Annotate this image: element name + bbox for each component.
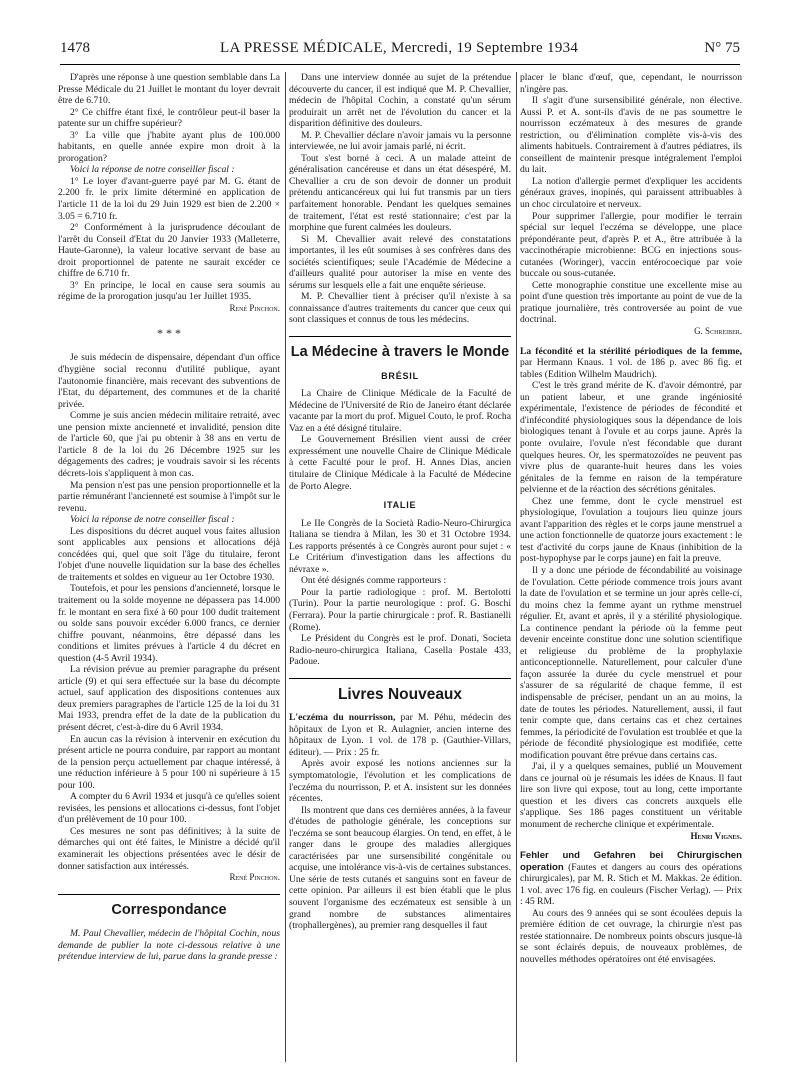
paragraph: Toutefois, et pour les pensions d'ancienneté, lorsque le traitement ou la solde moyenne ne dépassera pas 14.000 fr. le montant en sera fixé à 60 pour 100 dudit traitement ou solde sans pouvoir excéder 6.000 francs, ce dernier chiffre pouvant, néanmoins, être dépassé dans les conditions et limites prévues à l'article 4 du décret en question (4-5 Avril 1934). [58,583,280,664]
paragraph: Cette monographie constitue une excellente mise au point d'une question très importante au point de vue de la pratique journalière, très controversée au point de vue doctrinal. [520,279,742,326]
paragraph: D'après une réponse à une question semblable dans La Presse Médicale du 21 Juillet le montant du loyer devrait être de 6.710. [58,72,280,107]
book-details: (Fautes et dangers au cours des opérations chirurgicales), par M. R. Stich et M. Makkas. 2e édition. 1 vol. avec 176 fig. en couleurs (Fischer Verlag). — Prix : 45 RM. [520,861,742,908]
paragraph: 3° En principe, le local en cause sera soumis au régime de la prorogation jusqu'au 1er Juillet 1935. [58,279,280,303]
paragraph: Dans une interview donnée au sujet de la prétendue découverte du cancer, il est indiqué que M. P. Chevallier, médecin de l'hôpital Cochin, a constaté qu'un sérum produirait un arrêt net de l'évolution du cancer et la disparition définitive des douleurs. [289,72,511,130]
reply-intro: Voici la réponse de notre conseiller fiscal : [70,164,235,176]
paragraph: Il s'agit d'une sursensibilité générale, non élective. Aussi P. et A. sont-ils d'avis de ne pas soumettre le nourrisson eczémateux à des mesures de grande restriction, ou d'élimination complète vis-à-vis des aliments habituels. Contrairement à d'autres pédiatres, ils conseillent de maintenir presque intégralement l'emploi du lait. [520,95,742,176]
column-1 [58,72,280,963]
paragraph: Pour supprimer l'allergie, pour modifier le terrain spécial sur lequel l'eczéma se développe, une place prépondérante peut, d'après P. et A., être attribuée à la vaccinothérapie microbienne: BCG en injections sous-cutanées (Woringer), vaccin entérocoecique par voie buccale ou sous-cutanée. [520,210,742,280]
section-rule [289,336,511,337]
paragraph: Le IIe Congrès de la Società Radio-Neuro-Chirurgica Italiana se tiendra à Milan, les 30 et 31 Octobre 1934. Les rapports présentés à ce Congrès auront pour sujet : « Le Critérium d'investigation dans les affections du névraxe ». [289,517,511,575]
paragraph: M. P. Chevallier déclare n'avoir jamais vu la personne interviewée, ne lui avoir jamais parlé, ni écrit. [289,129,511,153]
paragraph: Il y a donc une période de fécondabilité au voisinage de l'ovulation. Cette période commence trois jours avant la date de l'ovulation et se termine un jour après celle-ci, du moins chez la femme ayant un rythme menstruel régulier. Et, avant et après, il y a stérilité physiologique. La continence pendant la période où la femme peut devenir enceinte constitue donc une solution scientifique et religieuse du problème de la prophylaxie anticonceptionnelle. Naturellement, pour calculer d'une façon assurée la durée du cycle menstruel et pour s'assurer de sa régularité de chaque femme, il est indispensable de préciser, pendant un an au moins, la date de toutes les périodes. Naturellement, aussi, il faut tenir compte que, dans certains cas et chez certaines femmes, la périodicité de l'ovulation est troublée et que la période de fécondité physiologique est modifiée, cette modification pouvant être prévue dans certains cas. [520,564,742,761]
paragraph: Le Gouvernement Brésilien vient aussi de créer expressément une nouvelle Chaire de Clinique Médicale à cette Faculté pour le prof. H. Annes Dias, ancien titulaire de Clinique Médicale à la Faculté de Médecine de Porto Alegre. [289,434,511,492]
signature: Henri Vignes. [690,830,742,841]
page-number: 1478 [60,40,90,56]
issue-number: N° 75 [704,40,740,56]
book-title: La fécondité et la stérilité périodiques de la femme, [520,345,742,357]
journal-title: LA PRESSE MÉDICALE, Mercredi, 19 Septembre 1934 [220,40,579,56]
paragraph: La Chaire de Clinique Médicale de la Faculté de Médecine de l'Université de Rio de Janeiro étant déclarée vacante par la mort du prof. Miguel Couto, le prof. Rocha Vaz en a été désigné titulaire. [289,388,511,434]
page-header [60,40,740,62]
paragraph: Ma pension n'est pas une pension proportionnelle et la partie rémunérant l'ancienneté est soumise à l'impôt sur le revenu. [58,479,280,514]
paragraph: placer le blanc d'œuf, que, cependant, le nourrisson n'ingère pas. [520,72,742,95]
paragraph: La révision prévue au premier paragraphe du présent article (9) et qui sera effectuée sur la base du décompte actuel, sauf application des dispositions contenues aux deux premiers paragraphes de l'article 125 de la loi du 31 Mai 1933, prendra effet de la date de la publication du présent décret, c'est-à-dire du 6 Avril 1934. [58,664,280,733]
paragraph: Les dispositions du décret auquel vous faites allusion sont applicables aux pensions et allocations déjà concédées qui, quel que soit l'âge du titulaire, feront l'objet d'une nouvelle liquidation sur la base des échelles de traitements et soldes en vigueur au 1er Octobre 1930. [58,525,280,583]
paragraph: Si M. Chevallier avait relevé des constatations importantes, il les eût soumises à ses confrères dans des sociétés scientifiques; seule l'Académie de Médecine a d'ailleurs qualité pour autoriser la mise en vente des sérums sur lesquels elle a fait une enquête sérieuse. [289,233,511,291]
book-details: par Hermann Knaus. 1 vol. de 186 p. avec 86 fig. et tables (Edition Wilhelm Maudrich). [520,357,742,380]
signature: René Pinchon. [229,302,280,313]
column-2 [289,72,511,932]
header-rule [60,64,740,65]
paragraph: Ont été désignés comme rapporteurs : [301,575,447,587]
book-entry [289,712,511,758]
book-entry [520,850,742,908]
paragraph: Le Président du Congrès est le prof. Donati, Societa Radio-neuro-chirurgica Italiana, Casella Postale 433, Padoue. [289,633,511,668]
paragraph: J'ai, il y a quelques semaines, publié un Mouvement dans ce journal où je résumais les idées de Knaus. Il faut lire son livre qui expose, tout au long, cette importante question et les divers cas concrets auxquels elle s'applique. Ses 186 pages constituent un véritable monument de recherche clinique et expérimentale. [520,761,742,830]
section-heading-livres: Livres Nouveaux [337,685,463,703]
paragraph: Chez une femme, dont le cycle menstruel est physiologique, l'ovulation a toujours lieu quinze jours avant l'apparition des règles et le corps jaune menstruel a une action fonctionnelle de quatorze jours exactement : le test d'activité du corps jaune de Knaus (inhibition de la post-hypophyse par le corps jaune) en fait la preuve. [520,495,742,565]
paragraph: Comme je suis ancien médecin militaire retraité, avec une pension mixte ancienneté et invalidité, pension dite de l'article 60, que j'ai pu obtenir à 38 ans en vertu de l'article 8 de la loi du 26 Décembre 1925 sur les dégagements des cadres; je voudrais savoir si les récents décrets-lois s'appliquent à mon cas. [58,410,280,479]
signature: G. Schreiber. [694,326,742,337]
book-entry [520,346,742,381]
paragraph: 2° Conformément à la jurisprudence découlant de l'arrêt du Conseil d'Etat du 20 Janvier 1933 (Malleterre, Haute-Garonne), la valeur locative servant de base au droit proportionnel de patente ne saurait excéder ce chiffre de 6.710 fr. [58,222,280,280]
column-3 [520,72,742,966]
section-heading-correspondance: Correspondance [111,901,227,918]
column-divider [516,72,517,1062]
paragraph: 2° Ce chiffre étant fixé, le contrôleur peut-il baser la patente sur un chiffre supérieur? [58,106,280,130]
paragraph: 1° Le loyer d'avant-guerre payé par M. G. étant de 2.200 fr. le prix limite déterminé en application de l'article 11 de la loi du 29 Juin 1929 est bien de 2.200 × 3.05 = 6.710 fr. [58,175,280,222]
paragraph: Pour la partie radiologique : prof. M. Bertolotti (Turin). Pour la partie neurologique : prof. G. Boschi (Ferrara). Pour la partie chirurgicale : prof. R. Bastianelli (Rome). [289,586,511,633]
book-title: Fehler und Gefahren bei Chirurgischen operation [520,850,742,873]
column-divider [285,72,286,1062]
paragraph: Ces mesures ne sont pas définitives; à la suite de démarches qui ont été faites, le Ministre a décidé qu'il examinerait les objections présentées avec le désir de donner satisfaction aux intéressés. [58,825,280,872]
section-heading-medecine: La Médecine à travers le Monde [290,344,510,361]
paragraph: M. P. Chevallier tient à préciser qu'il n'existe à sa connaissance d'autres traitements du cancer que ceux qui sont classiques et connus de tous les médecins. [289,291,511,326]
book-title: L'eczéma du nourrisson, [289,712,396,724]
paragraph: En aucun cas la révision à intervenir en exécution du présent article ne pourra conduire, par rapport au montant de la pension perçu actuellement par chaque intéressé, à une réduction inférieure à 5 pour 100 ni supérieure à 15 pour 100. [58,733,280,791]
subheading-bresil: BRÉSIL [381,370,419,381]
signature: René Pinchon. [229,872,280,883]
section-rule [289,678,511,679]
paragraph: La notion d'allergie permet d'expliquer les accidents généraux graves, inopinés, qui paraissent attribuables à un choc circulatoire et nerveux. [520,175,742,211]
paragraph: Ils montrent que dans ces dernières années, à la faveur d'études de pathologie générale, les conceptions sur l'eczéma se sont beaucoup élargies. On tend, en effet, à le ranger dans le groupe des maladies allergiques caractérisées par une sursensibilité congénitale ou acquise, une intolérance vis-à-vis de certaines substances. Une série de tests cutanés et sanguins sont en faveur de cette opinion. Par ailleurs il est bien établi que le plus souvent l'organisme des eczémateux est sensible à un grand nombre de substances alimentaires (trophallergènes), au premier rang desquelles il faut [289,804,511,932]
paragraph: Tout s'est borné à ceci. A un malade atteint de généralisation cancéreuse et dans un état désespéré, M. Chevallier a cru de son devoir de donner un produit prétendu anticancéreux qui lui fut transmis par un tiers parfaitement honorable. Pendant les quelques semaines de traitement, l'état est resté stationnaire; c'est par la morphine que furent calmées les douleurs. [289,152,511,234]
paragraph: Au cours des 9 années qui se sont écoulées depuis la première édition de cet ouvrage, la chirurgie n'est pas restée stationnaire. De nombreux points obscurs jusque-là se sont éclairés depuis, de nouveaux problèmes, de nouvelles méthodes opératoires ont été envisagées. [520,907,742,966]
book-details: par M. Péhu, médecin des hôpitaux de Lyon et R. Aulagnier, ancien interne des hôpitaux de Lyon. 1 vol. de 178 p. (Gauthier-Villars, éditeur). — Prix : 25 fr. [289,712,511,758]
section-rule [58,894,280,895]
paragraph: Je suis médecin de dispensaire, dépendant d'un office d'hygiène social reconnu d'utilité publique, ayant l'autonomie financière, mais recevant des subventions de l'Etat, du département, des communes et de la charité privée. [58,352,280,410]
reply-intro: Voici la réponse de notre conseiller fiscal : [70,514,235,526]
subheading-italie: ITALIE [383,500,417,511]
paragraph: C'est le très grand mérite de K. d'avoir démontré, par un patient labeur, et une grande ingéniosité expérimentale, l'existence de périodes de fécondité et d'infécondité physiologiques sous la dépendance de lois biologiques tenant à l'ovule et au corps jaune. Après la ponte ovulaire, l'ovule n'est fécondable que durant quelques heures. Or, les spermatozoïdes ne peuvent pas vivre plus de quarante-huit heures dans les voies génitales de la femme en raison de la température pelvienne et de la réaction des sécrétions génitales. [520,380,742,496]
paragraph: 3° La ville que j'habite ayant plus de 100.000 habitants, en quelle année expire mon droit à la prorogation? [58,129,280,164]
paragraph: Après avoir exposé les notions anciennes sur la symptomatologie, l'évolution et les complications de l'eczéma du nourrisson, P. et A. insistent sur les données récentes. [289,758,511,805]
paragraph: M. Paul Chevallier, médecin de l'hôpital Cochin, nous demande de publier la note ci-dessous relative à une prétendue interview de lui, parue dans la grande presse : [58,928,280,963]
paragraph: A compter du 6 Avril 1934 et jusqu'à ce qu'elles soient revisées, les pensions et allocations ci-dessus, font l'objet d'un prélèvement de 10 pour 100. [58,791,280,826]
section-separator: * * * [157,326,181,341]
